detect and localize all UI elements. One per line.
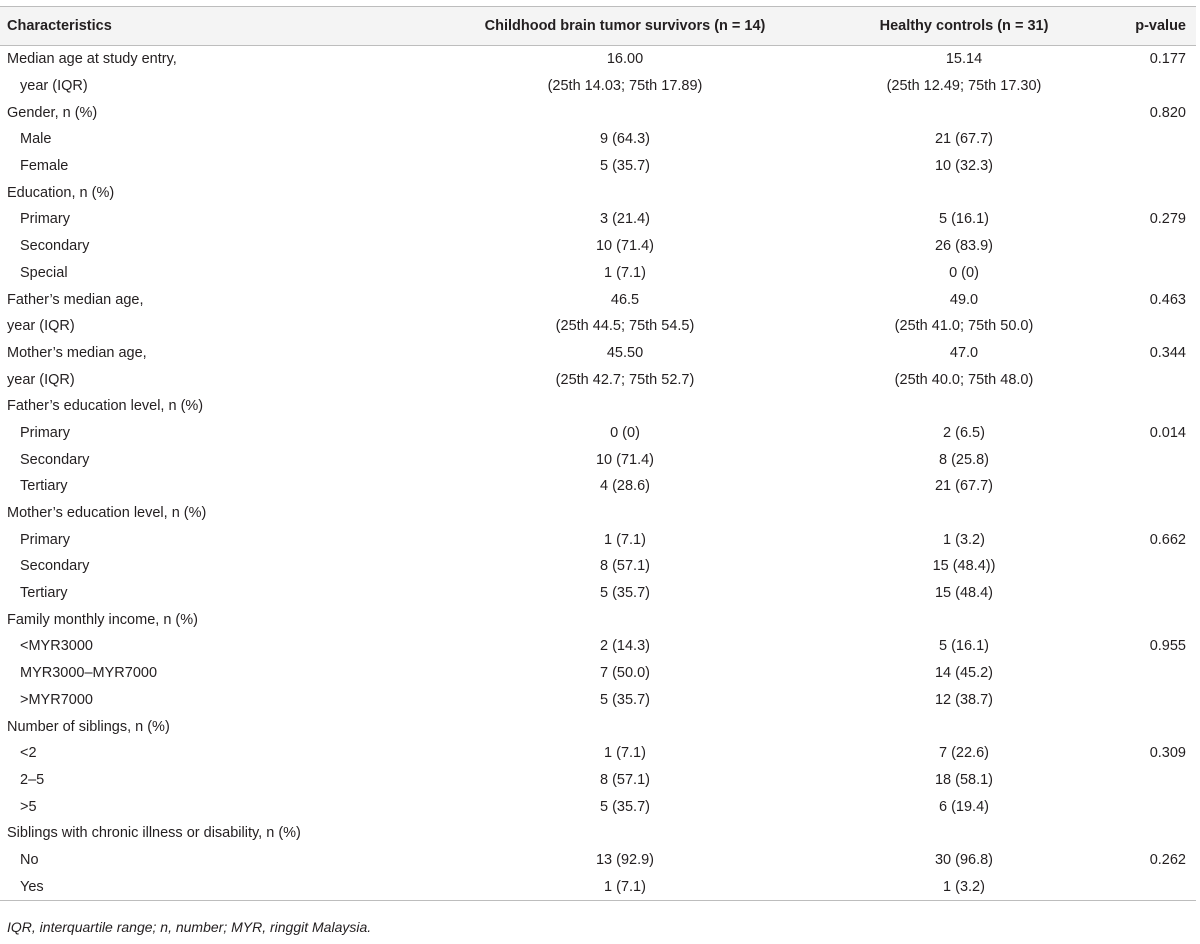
row-label: Median age at study entry, xyxy=(7,51,177,68)
p-value xyxy=(1104,660,1196,687)
survivors-value: 0 (0) xyxy=(610,424,640,441)
controls-value: (25th 41.0; 75th 50.0) xyxy=(894,318,1034,335)
p-value xyxy=(1104,553,1196,580)
controls-value: (25th 12.49; 75th 17.30) xyxy=(886,78,1042,95)
controls-value: 21 (67.7) xyxy=(934,131,994,148)
row-label: Yes xyxy=(0,873,426,900)
table-row xyxy=(0,713,1196,740)
row-label: Tertiary xyxy=(20,478,68,495)
controls-value xyxy=(824,606,1104,633)
table-row xyxy=(0,873,1196,900)
survivors-value: 1 (7.1) xyxy=(604,531,646,548)
table-row xyxy=(0,313,1196,340)
p-value: 0.309 xyxy=(1149,745,1186,762)
row-label: Father’s median age, xyxy=(7,291,144,308)
table-row xyxy=(0,260,1196,287)
p-value xyxy=(1104,260,1196,287)
table-row xyxy=(0,660,1196,687)
p-value xyxy=(1104,126,1196,153)
controls-value: 10 (32.3) xyxy=(934,158,994,175)
survivors-value: 4 (28.6) xyxy=(600,478,650,495)
table-row xyxy=(0,473,1196,500)
survivors-value xyxy=(426,820,824,847)
controls-value xyxy=(824,713,1104,740)
survivors-value: 13 (92.9) xyxy=(595,851,655,868)
survivors-value: 1 (7.1) xyxy=(604,264,646,281)
p-value xyxy=(1104,767,1196,794)
controls-value: 14 (45.2) xyxy=(934,665,994,682)
p-value: 0.177 xyxy=(1149,51,1186,68)
header-survivors: Childhood brain tumor survivors (n = 14) xyxy=(426,7,824,46)
survivors-value: (25th 42.7; 75th 52.7) xyxy=(555,371,695,388)
survivors-value: 5 (35.7) xyxy=(600,691,650,708)
controls-value: 0 (0) xyxy=(949,264,979,281)
p-value: 0.262 xyxy=(1149,851,1186,868)
row-label: <MYR3000 xyxy=(20,638,93,655)
p-value xyxy=(1104,873,1196,900)
p-value xyxy=(1104,606,1196,633)
table-row xyxy=(0,526,1196,553)
row-label: <2 xyxy=(20,745,37,762)
controls-value: 15.14 xyxy=(945,51,983,68)
p-value xyxy=(1104,500,1196,527)
controls-value: 1 (3.2) xyxy=(943,531,985,548)
p-value xyxy=(1104,713,1196,740)
p-value: 0.279 xyxy=(1149,211,1186,228)
controls-value: 2 (6.5) xyxy=(943,424,985,441)
row-label: Gender, n (%) xyxy=(7,104,98,121)
survivors-value: 5 (35.7) xyxy=(600,158,650,175)
table-row xyxy=(0,820,1196,847)
controls-value xyxy=(824,99,1104,126)
row-label: Secondary xyxy=(20,558,90,575)
row-label: No xyxy=(20,851,39,868)
table-row xyxy=(0,179,1196,206)
survivors-value: 1 (7.1) xyxy=(426,873,824,900)
p-value xyxy=(1104,393,1196,420)
header-controls: Healthy controls (n = 31) xyxy=(824,7,1104,46)
p-value xyxy=(1104,366,1196,393)
table-row xyxy=(0,687,1196,714)
row-label: Mother’s education level, n (%) xyxy=(7,505,207,522)
controls-value: 6 (19.4) xyxy=(939,798,989,815)
table-row xyxy=(0,233,1196,260)
row-label: year (IQR) xyxy=(20,78,88,95)
controls-value: 47.0 xyxy=(949,344,979,361)
table-row xyxy=(0,340,1196,367)
p-value xyxy=(1104,793,1196,820)
row-label: Education, n (%) xyxy=(7,184,115,201)
survivors-value xyxy=(426,179,824,206)
row-label: Female xyxy=(20,158,69,175)
p-value xyxy=(1104,473,1196,500)
survivors-value xyxy=(426,393,824,420)
row-label: Primary xyxy=(20,531,70,548)
row-label: Male xyxy=(20,131,52,148)
survivors-value: 9 (64.3) xyxy=(600,131,650,148)
row-label: Primary xyxy=(20,424,70,441)
survivors-value xyxy=(426,500,824,527)
row-label: Secondary xyxy=(20,238,90,255)
p-value: 0.463 xyxy=(1149,291,1186,308)
table-row xyxy=(0,99,1196,126)
table-row xyxy=(0,500,1196,527)
table-row xyxy=(0,206,1196,233)
survivors-value: (25th 44.5; 75th 54.5) xyxy=(555,318,695,335)
p-value xyxy=(1104,313,1196,340)
controls-value: 7 (22.6) xyxy=(939,745,989,762)
survivors-value: 8 (57.1) xyxy=(600,771,650,788)
controls-value xyxy=(824,179,1104,206)
row-label: Siblings with chronic illness or disability, n (%) xyxy=(7,825,301,842)
row-label: 2–5 xyxy=(20,771,45,788)
controls-value xyxy=(824,820,1104,847)
p-value: 0.820 xyxy=(1149,104,1186,121)
row-label: Special xyxy=(20,264,68,281)
table-row xyxy=(0,420,1196,447)
controls-value: 30 (96.8) xyxy=(934,851,994,868)
controls-value: 15 (48.4) xyxy=(934,585,994,602)
table-row xyxy=(0,553,1196,580)
survivors-value: 3 (21.4) xyxy=(600,211,650,228)
table-body xyxy=(0,46,1196,901)
survivors-value: 7 (50.0) xyxy=(600,665,650,682)
survivors-value: 5 (35.7) xyxy=(600,798,650,815)
table-row xyxy=(0,580,1196,607)
table-row xyxy=(0,847,1196,874)
header-characteristics: Characteristics xyxy=(0,7,426,46)
p-value: 0.955 xyxy=(1149,638,1186,655)
row-label: year (IQR) xyxy=(7,318,75,335)
controls-value: 12 (38.7) xyxy=(934,691,994,708)
table-row xyxy=(0,446,1196,473)
table-row xyxy=(0,286,1196,313)
controls-value xyxy=(824,500,1104,527)
table-row xyxy=(0,793,1196,820)
p-value: 0.014 xyxy=(1149,424,1186,441)
p-value xyxy=(1104,233,1196,260)
survivors-value: 45.50 xyxy=(606,344,644,361)
controls-value xyxy=(824,393,1104,420)
p-value xyxy=(1104,73,1196,100)
row-label: Primary xyxy=(20,211,70,228)
controls-value: 8 (25.8) xyxy=(939,451,989,468)
table-row xyxy=(0,633,1196,660)
p-value xyxy=(1104,446,1196,473)
table-footnote: IQR, interquartile range; n, number; MYR, ringgit Malaysia. xyxy=(7,919,372,935)
survivors-value: 5 (35.7) xyxy=(600,585,650,602)
table-header-row xyxy=(0,7,1196,46)
controls-value: 49.0 xyxy=(949,291,979,308)
table-row xyxy=(0,740,1196,767)
survivors-value xyxy=(426,606,824,633)
controls-value: 5 (16.1) xyxy=(939,638,989,655)
row-label: >MYR7000 xyxy=(20,691,93,708)
controls-value: 21 (67.7) xyxy=(934,478,994,495)
controls-value: 15 (48.4)) xyxy=(932,558,996,575)
survivors-value xyxy=(426,99,824,126)
survivors-value: 1 (7.1) xyxy=(604,745,646,762)
controls-value: 18 (58.1) xyxy=(934,771,994,788)
p-value xyxy=(1104,687,1196,714)
table-row xyxy=(0,366,1196,393)
table-row xyxy=(0,46,1196,73)
characteristics-table xyxy=(0,6,1196,901)
row-label: Father’s education level, n (%) xyxy=(7,398,204,415)
survivors-value xyxy=(426,713,824,740)
survivors-value: 2 (14.3) xyxy=(600,638,650,655)
table-row xyxy=(0,73,1196,100)
table-row xyxy=(0,606,1196,633)
p-value xyxy=(1104,580,1196,607)
survivors-value: 46.5 xyxy=(610,291,640,308)
survivors-value: 8 (57.1) xyxy=(600,558,650,575)
p-value: 0.344 xyxy=(1149,344,1186,361)
table-row xyxy=(0,153,1196,180)
p-value xyxy=(1104,153,1196,180)
p-value: 0.662 xyxy=(1149,531,1186,548)
row-label: Tertiary xyxy=(20,585,68,602)
row-label: MYR3000–MYR7000 xyxy=(20,665,158,682)
controls-value: 1 (3.2) xyxy=(824,873,1104,900)
row-label: >5 xyxy=(20,798,37,815)
survivors-value: 10 (71.4) xyxy=(595,451,655,468)
table-row xyxy=(0,126,1196,153)
header-pvalue: p-value xyxy=(1104,7,1196,46)
row-label: year (IQR) xyxy=(7,371,75,388)
row-label: Number of siblings, n (%) xyxy=(7,718,170,735)
survivors-value: 10 (71.4) xyxy=(595,238,655,255)
table-row xyxy=(0,393,1196,420)
p-value xyxy=(1104,179,1196,206)
row-label: Family monthly income, n (%) xyxy=(7,611,198,628)
table-row xyxy=(0,767,1196,794)
survivors-value: (25th 14.03; 75th 17.89) xyxy=(547,78,703,95)
row-label: Secondary xyxy=(20,451,90,468)
controls-value: 5 (16.1) xyxy=(939,211,989,228)
controls-value: 26 (83.9) xyxy=(934,238,994,255)
p-value xyxy=(1104,820,1196,847)
controls-value: (25th 40.0; 75th 48.0) xyxy=(894,371,1034,388)
survivors-value: 16.00 xyxy=(606,51,644,68)
row-label: Mother’s median age, xyxy=(7,344,147,361)
